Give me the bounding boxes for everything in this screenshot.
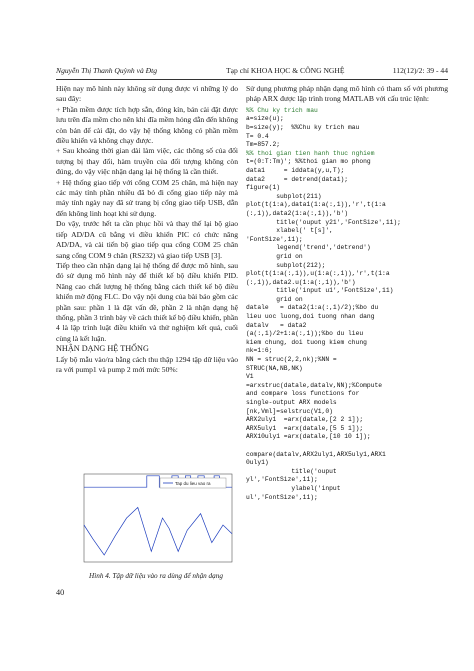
io-data-chart [74, 470, 238, 570]
header-journal: Tạp chí KHOA HỌC & CÔNG NGHỆ [226, 66, 345, 75]
code-line: %% Chu ky trich mau [246, 106, 318, 114]
code-line: single-output ARX models [246, 399, 337, 406]
code-line: title('input u1','FontSize',11) [246, 287, 394, 295]
code-line: legend('trend','detrend') [246, 244, 371, 252]
code-line: %% thoi gian tien hanh thuc nghiem [246, 149, 375, 157]
code-line: ylabel('input [246, 484, 341, 492]
header-issue: 112(12)/2: 39 - 44 [392, 66, 448, 75]
left-column [56, 84, 238, 375]
right-column [246, 84, 448, 502]
code-line: 'FontSize',11); [246, 235, 303, 243]
code-line: ARX10uly1 =arx(datale,[10 10 1]); [246, 433, 371, 441]
code-line: plot(t(1:a(:,1)),u(1:a(:,1)),'r',t(1:a [246, 270, 390, 278]
code-line: (:,1)),data2.u(1:a(:,1)),'b') [246, 278, 356, 286]
code-line: ARX5uly1 =arx(datale,[5 5 1]); [246, 424, 364, 432]
code-line: title('ouput [246, 467, 337, 475]
code-line: NN = struc(2,2,nk);%NN = [246, 356, 337, 364]
matlab-code-block [246, 107, 448, 502]
code-line: subplot(211) [246, 192, 322, 200]
figure-caption: Hình 4. Tập dữ liệu vào ra dùng để nhận dạng [89, 572, 223, 580]
paragraph: Hiện nay mô hình này không sử dụng được vì những lý do sau đây: [56, 84, 238, 104]
paragraph: + Phần mềm được tích hợp sẵn, đóng kín, bản cài đặt được lưu trên đĩa mềm cho nên khi đĩa mềm hỏng dẫn đến không còn bản để cài đặt, do vậy hệ thống không có phần mềm điều khiển và không chạy được. [56, 104, 238, 146]
code-intro: Sử dụng phương pháp nhận dạng mô hình có tham số với phương pháp ARX được lập trình trong MATLAB với cấu trúc lệnh: [246, 84, 448, 104]
code-line: yl','FontSize',11); [246, 476, 318, 484]
code-line: t=(0:T:Tm)'; %%thoi gian mo phong [246, 158, 371, 166]
code-line: grid on [246, 295, 303, 303]
code-line: nk=1:6; [246, 347, 273, 355]
code-line: V1 [246, 373, 254, 381]
code-line: (:,1)),data2(1:a(:,1)),'b') [246, 209, 349, 217]
code-line: lieu uoc luong,doi tuong nhan dang [246, 313, 375, 321]
code-line: figure(1) [246, 184, 281, 192]
page-number: 40 [56, 588, 65, 597]
code-line: and compare loss functions for [246, 390, 360, 398]
header-rule [56, 79, 448, 80]
code-line: T= 0.4 [246, 132, 269, 140]
code-line: compare(datalv,ARX2uly1,ARX5uly1,ARX1 [246, 450, 386, 458]
paragraph: Do vậy, trước hết ta cần phục hồi và thay thế lại bộ giao tiếp AD/DA cũ bằng vi điều khiển PIC có chức năng AD/DA, và cài tiến bộ giao tiếp qua cổng COM 25 chân sang cổng COM 9 chân (RS232) và giao tiếp USB [3]. [56, 219, 238, 260]
code-line: ul','FontSize',11); [246, 493, 318, 501]
paragraph: + Sau khoảng thời gian dài làm việc, các thông số của đối tượng bị thay đổi, hàm truyền của đối tượng không còn đúng, do vậy việc nhận dạng lại hệ thống là cần thiết. [56, 146, 238, 177]
section-heading: NHẬN DẠNG HỆ THỐNG [56, 344, 149, 354]
code-line: STRUC(NA,NB,NK) [246, 364, 303, 372]
code-line: subplot(212); [246, 261, 326, 269]
running-header [56, 66, 448, 80]
code-line: grid on [246, 252, 303, 260]
code-line: =arxstruc(datale,datalv,NN);%Compute [246, 381, 383, 389]
code-line: b=size(y); %%Chu ky trich mau [246, 124, 360, 131]
code-line: 0uly1) [246, 459, 269, 467]
code-line: datale = data2(1:a(:,1)/2);%bo du [246, 304, 379, 312]
code-line: xlabel(' t[s]', [246, 227, 333, 235]
code-line: datalv = data2 [246, 321, 307, 329]
code-line: plot(t(1:a),data1(1:a(:,1)),'r',t(1:a [246, 201, 386, 209]
code-line: kiem chung, doi tuong kiem chung [246, 338, 367, 346]
paragraph: + Hệ thống giao tiếp với cổng COM 25 chân, mà hiện nay các máy tính phần nhiều đã bỏ đi cổng giao tiếp này mà máy tính ngày nay đã sử trang bị cổng giao tiếp USB, dẫn đến không linh hoạt khi sử dụng. [56, 177, 238, 218]
section-text: Lấy bộ mẫu vào/ra bằng cách thu thập 1294 tập dữ liệu vào ra với pump1 và pump 2 mới mức 50%: [56, 354, 238, 374]
code-line: (a(:,1)/2+1:a(:,1));%bo du lieu [246, 330, 364, 338]
code-line: data2 = detrend(data1); [246, 175, 349, 183]
code-line: data1 = iddata(y,u,T); [246, 166, 345, 174]
code-line [246, 442, 448, 451]
header-authors: Nguyễn Thị Thanh Quỳnh và Đtg [56, 66, 158, 75]
code-line: [nk,Vml]=selstruc(V1,0) [246, 407, 333, 415]
code-line: Tm=857.2; [246, 141, 281, 149]
code-line: ARX2uly1 =arx(datale,[2 2 1]); [246, 416, 364, 424]
chart-legend [160, 478, 226, 488]
code-line: title('ouput y21','FontSize',11); [246, 218, 401, 226]
legend-label: Tap du lieu vao ra [175, 481, 211, 486]
paragraph: Tiếp theo cần nhận dạng lại hệ thống để được mô hình, sau đó sử dụng mô hình này để thiết kế bộ điều khiển PID. Nâng cao chất lượng hệ thống bằng cách thiết kế bộ điều khiển mờ động FLC. Do vậy nội dung của bài báo gồm các phần sau: phần 1 là đặt vấn đề, phần 2 là nhận dạng hệ thống, phần 3 trình bày về cách thiết kế bộ điều khiển, phần 4 là lập trình luật điều khiển và thử nghiệm kết quả, cuối cùng là kết luận. [56, 260, 238, 343]
code-line: a=size(u); [246, 115, 284, 123]
